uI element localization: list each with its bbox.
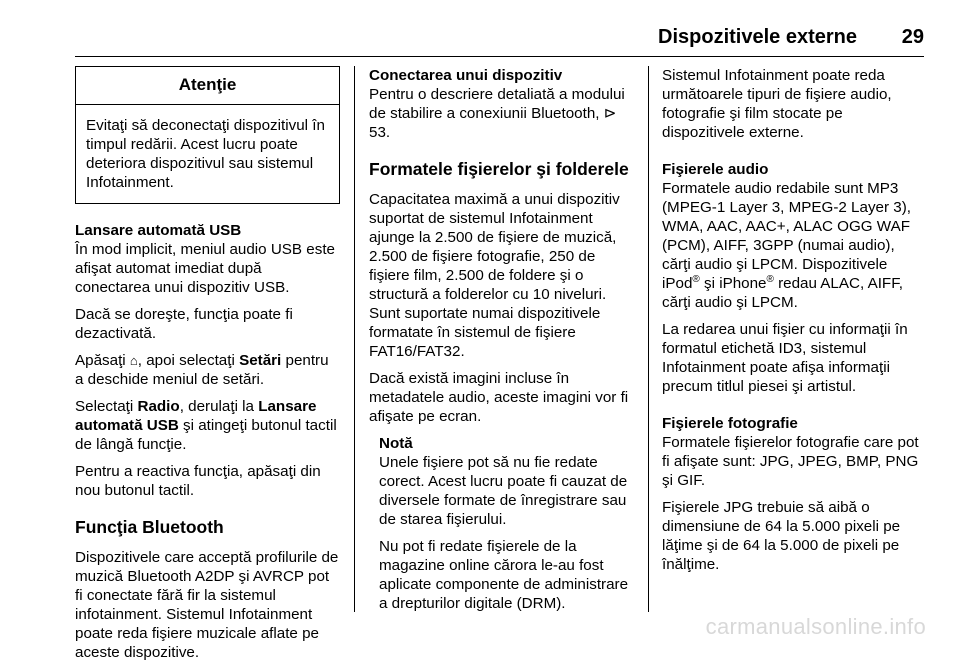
page-header-title: Dispozitivele externe bbox=[658, 26, 857, 48]
paragraph: Formatele fişierelor fotografie care pot fi afişate sunt: JPG, JPEG, BMP, PNG şi GIF. bbox=[662, 434, 919, 489]
paragraph: Dispozitivele care acceptă profilurile de muzică Bluetooth A2DP şi AVRCP pot fi conectate fără fir la sistemul infotainment. Sistemul Infotainment poate reda fişiere muzicale aflate pe aceste dispozitive. bbox=[75, 549, 339, 661]
paragraph: Selectaţi Radio, derulaţi la Lansare automată USB şi atingeţi butonul tactil de lângă funcţie. bbox=[75, 398, 337, 453]
paragraph: Dacă se doreşte, funcţia poate fi dezactivată. bbox=[75, 306, 293, 342]
warning-title: Atenţie bbox=[76, 67, 339, 105]
formats-heading: Formatele fişierelor şi folderele bbox=[369, 159, 629, 179]
column-1 bbox=[75, 66, 340, 670]
page-reference-arrow-icon: ⊳ bbox=[603, 105, 617, 122]
home-icon: ⌂ bbox=[129, 353, 138, 368]
paragraph: Fişierele JPG trebuie să aibă o dimensiune de 64 la 5.000 pixeli pe lăţime şi de 64 la 5.000 de pixeli pe înălţime. bbox=[662, 499, 901, 573]
paragraph: La redarea unui fişier cu informaţii în formatul etichetă ID3, sistemul Infotainment poate afişa informaţii precum titlul piesei şi artistul. bbox=[662, 321, 908, 395]
paragraph: Pentru o descriere detaliată a modului de stabilire a conexiunii Bluetooth, ⊳ 53. bbox=[369, 86, 625, 141]
paragraph: Unele fişiere pot să nu fie redate corect. Acest lucru poate fi cauzat de diversele formate de înregistrare sau de starea fişierului. bbox=[379, 454, 628, 528]
paragraph: Nu pot fi redate fişierele de la magazine online cărora le-au fost aplicate componente de administrare a drepturilor digitale (DRM). bbox=[379, 538, 629, 612]
paragraph: Pentru a reactiva funcţia, apăsaţi din nou butonul tactil. bbox=[75, 463, 321, 499]
paragraph: Sistemul Infotainment poate reda următoarele tipuri de fişiere audio, fotografie şi film stocate pe dispozitivele externe. bbox=[662, 67, 892, 141]
watermark: carmanualsonline.info bbox=[705, 614, 926, 639]
paragraph: Apăsaţi ⌂, apoi selectaţi Setări pentru a deschide meniul de setări. bbox=[75, 352, 329, 388]
warning-box bbox=[75, 66, 340, 204]
photo-heading: Fişierele fotografie bbox=[662, 415, 798, 432]
column-2 bbox=[369, 66, 635, 621]
bluetooth-heading: Funcţia Bluetooth bbox=[75, 517, 224, 537]
warning-body: Evitaţi să deconectaţi dispozitivul în timpul redării. Acest lucru poate deteriora dispozitivul sau sistemul Infotainment. bbox=[86, 117, 325, 191]
column-divider-2 bbox=[648, 66, 649, 612]
paragraph: Dacă există imagini incluse în metadatele audio, aceste imagini vor fi afişate pe ecran. bbox=[369, 370, 629, 425]
page-number: 29 bbox=[901, 26, 924, 48]
connect-heading: Conectarea unui dispozitiv bbox=[369, 67, 563, 84]
audio-heading: Fişierele audio bbox=[662, 161, 769, 178]
note-title: Notă bbox=[379, 435, 413, 452]
autolaunch-heading: Lansare automată USB bbox=[75, 222, 242, 239]
paragraph: Capacitatea maximă a unui dispozitiv suportat de sistemul Infotainment ajunge la 2.500 de fişiere de muzică, 2.500 de fişiere fotografie, 250 de fişiere film, 2.500 de foldere şi o structură a folderelor cu 10 niveluri. Sunt suportate numai dispozitivele formatate în sistemul de fişiere FAT16/FAT32. bbox=[369, 191, 620, 360]
note-block bbox=[379, 434, 635, 613]
paragraph: Formatele audio redabile sunt MP3 (MPEG-1 Layer 3, MPEG-2 Layer 3), WMA, AAC, AAC+, ALAC OGG WAF (PCM), AIFF, 3GPP (numai audio), cărţi audio şi LPCM. Dispozitivele iPod® şi iPhone® redau ALAC, AIFF, cărţi audio şi LPCM. bbox=[662, 180, 911, 311]
column-divider-1 bbox=[354, 66, 355, 612]
column-3 bbox=[662, 66, 926, 582]
header-rule bbox=[75, 56, 924, 57]
paragraph: În mod implicit, meniul audio USB este afişat automat imediat după conectarea unui dispozitiv USB. bbox=[75, 241, 335, 296]
